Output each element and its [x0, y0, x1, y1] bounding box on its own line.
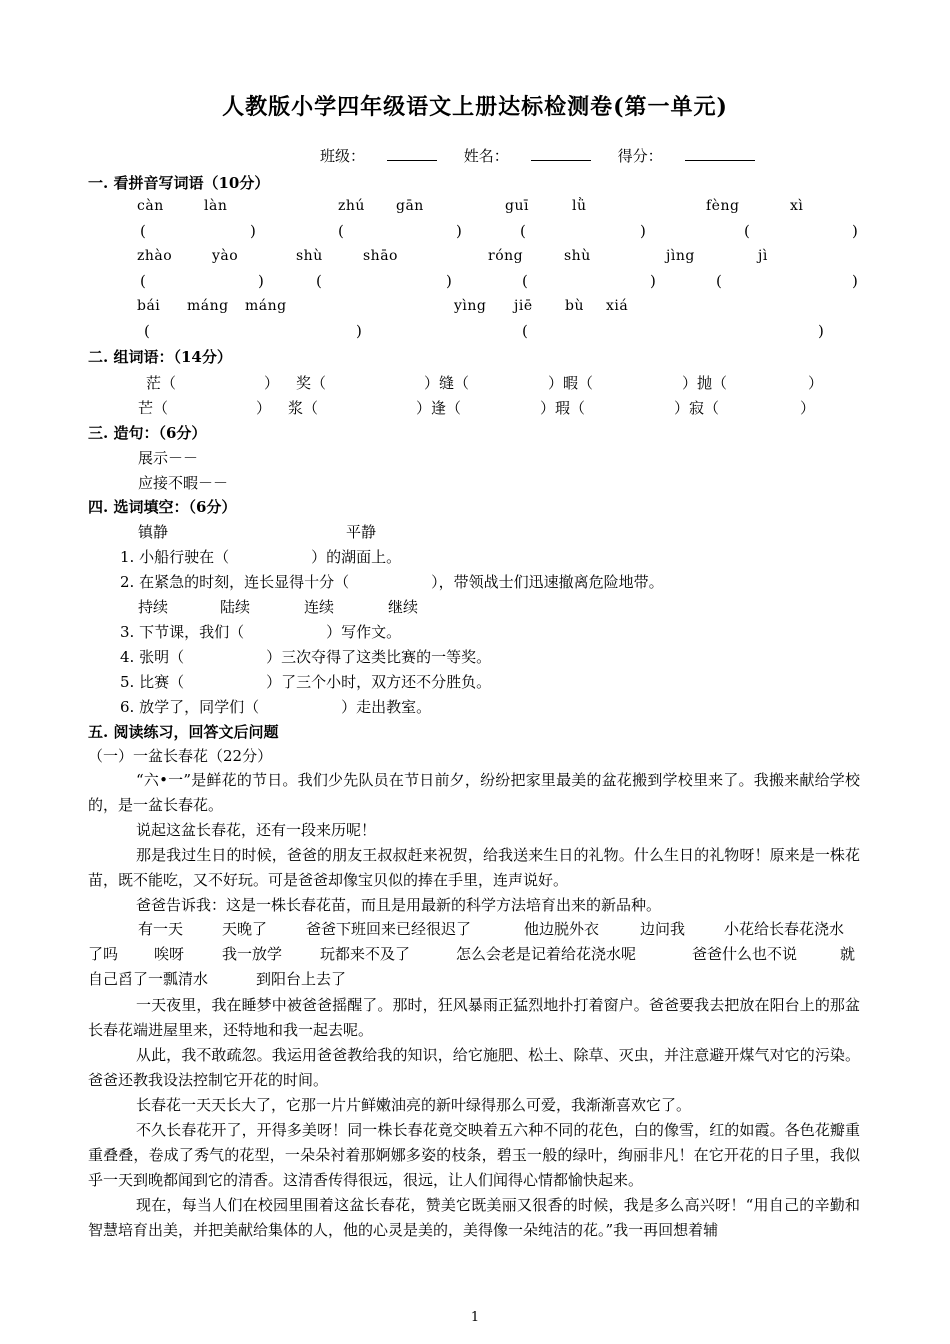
word-group-prompt: ）缝（: [424, 374, 470, 392]
question-1: 1. 小船行驶在（ ）的湖面上。: [120, 548, 402, 566]
phrase: 爸爸下班回来已经很迟了: [306, 920, 472, 938]
section4-heading: 四. 选词填空：（6分）: [88, 498, 237, 516]
section5-heading: 五. 阅读练习，回答文后问题: [88, 723, 279, 741]
pinyin: róng: [488, 248, 524, 264]
reading-subtitle: （一）一盆长春花（22分）: [88, 747, 273, 765]
pinyin: guī: [505, 198, 529, 214]
phrase: 唉呀: [154, 945, 185, 963]
pinyin: yìng: [454, 298, 487, 314]
pinyin: lǜ: [572, 198, 587, 214]
phrase: 自己舀了一瓢清水: [88, 970, 209, 988]
question-6: 6. 放学了，同学们（ ）走出教室。: [120, 698, 432, 716]
word-group-prompt: ）瑕（: [540, 399, 586, 417]
phrase: 怎么会老是记着给花浇水呢: [456, 945, 637, 963]
word-group-prompt: ）寂（: [674, 399, 720, 417]
paragraph: 那是我过生日的时候，爸爸的朋友王叔叔赶来祝贺，给我送来生日的礼物。什么生日的礼物呀！原来是一株花苗，既不能吃，又不好玩。可是爸爸却像宝贝似的捧在手里，连声说好。: [88, 846, 860, 889]
question-4: 4. 张明（ ）三次夺得了这类比赛的一等奖。: [120, 648, 492, 666]
page-title: 人教版小学四年级语文上册达标检测卷(第一单元): [222, 94, 728, 120]
page-number: 1: [470, 1310, 480, 1325]
name-field[interactable]: 姓名：: [464, 147, 591, 165]
pinyin: shù: [564, 248, 591, 264]
section2-heading: 二. 组词语：（14分）: [88, 348, 232, 366]
phrase: 爸爸什么也不说: [692, 945, 798, 963]
pinyin: gān: [396, 198, 424, 214]
phrase: 了吗: [88, 945, 119, 963]
student-info-line: [320, 145, 777, 166]
paragraph: 从此，我不敢疏忽。我运用爸爸教给我的知识，给它施肥、松土、除草、灭虫，并注意避开煤气对它的污染。爸爸还教我设法控制它开花的时间。: [88, 1046, 860, 1089]
section1-heading: 一. 看拼音写词语（10分）: [88, 174, 270, 192]
phrase: 他边脱外衣: [524, 920, 600, 938]
word-group-prompt: 浆（: [288, 399, 319, 417]
word-group-prompt: ）抛（: [682, 374, 728, 392]
phrase: 到阳台上去了: [256, 970, 347, 988]
sentence-item: 展示－－: [138, 449, 199, 467]
word-group-prompt: ）暇（: [548, 374, 594, 392]
word-choice: 连续: [304, 598, 335, 616]
pinyin: máng: [245, 298, 287, 314]
paragraph: 不久长春花开了，开得多美呀！同一株长春花竟交映着五六种不同的花色，白的像雪，红的如霞。各色花瓣重重叠叠，卷成了秀气的花型，一朵朵衬着那婀娜多姿的枝条，碧玉一般的绿叶，绚丽非凡！在它开花的日子里，我似乎一天到晚都闻到它的清香。这清香传得很远，很远，让人们闻得心情都愉快起来。: [88, 1121, 860, 1189]
pinyin: jìng: [666, 248, 695, 264]
word-group-prompt: 芒（: [138, 399, 169, 417]
question-5: 5. 比赛（ ）了三个小时，双方还不分胜负。: [120, 673, 492, 691]
paragraph: 长春花一天天长大了，它那一片片鲜嫩油亮的新叶绿得那么可爱，我渐渐喜欢它了。: [136, 1096, 692, 1114]
pinyin: bù: [565, 298, 584, 314]
pinyin: zhú: [338, 198, 365, 214]
phrase: 边问我: [640, 920, 686, 938]
paragraph: 爸爸告诉我：这是一株长春花苗，而且是用最新的科学方法培育出来的新品种。: [136, 896, 662, 914]
pinyin: càn: [137, 198, 164, 214]
score-field[interactable]: 得分：: [618, 147, 755, 165]
phrase: 玩都来不及了: [320, 945, 411, 963]
exam-page: 人教版小学四年级语文上册达标检测卷(第一单元) 班级： 姓名： 得分： 一. 看拼音写词语（10分） càn làn zhú gān guī lǜ fèng xì ( ) ( ) ( ) ( ) zhào yào shù shāo róng shù jìng jì ( ) ( ) ( ) ( ) bái máng máng yìng jiē bù xiá ( ) ( ) 二. 组词语：（14分） 茫（ ） 奖（ ）缝（ ）暇（ ）抛（ ） 芒（ ） 浆（ ）逢（ ）瑕（ ）寂（ ） 三. 造句：（6分） 展示－－ 应接不暇－－ 四. 选词填空：（6分） 镇静 平静 1. 小船行驶在（ ）的湖面上。 2. 在紧急的时刻，连长显得十分（ ），带领战士们迅速撤离危险地带。 持续 陆续 连续 继续 3. 下节课，我们（ ）写作文。 4. 张明（ ）三次夺得了这类比赛的一等奖。 5. 比赛（ ）了三个小时，双方还不分胜负。 6. 放学了，同学们（ ）走出教室。 五. 阅读练习，回答文后问题 （一）一盆长春花（22分） “六•一”是鲜花的节日。我们少先队员在节日前夕，纷纷把家里最美的盆花搬到学校里来了。我搬来献给学校的，是一盆长春花。 说起这盆长春花，还有一段来历呢！ 那是我过生日的时候，爸爸的朋友王叔叔赶来祝贺，给我送来生日的礼物。什么生日的礼物呀！原来是一株花苗，既不能吃，又不好玩。可是爸爸却像宝贝似的捧在手里，连声说好。 爸爸告诉我：这是一株长春花苗，而且是用最新的科学方法培育出来的新品种。 有一天 天晚了 爸爸下班回来已经很迟了 他边脱外衣 边问我 小花给长春花浇水 了吗 唉呀 我一放学 玩都来不及了 怎么会老是记着给花浇水呢 爸爸什么也不说 就 自己舀了一瓢清水 到阳台上去了 一天夜里，我在睡梦中被爸爸摇醒了。那时，狂风暴雨正猛烈地扑打着窗户。爸爸要我去把放在阳台上的那盆长春花端进屋里来，还特地和我一起去呢。 从此，我不敢疏忽。我运用爸爸教给我的知识，给它施肥、松土、除草、灭虫，并注意避开煤气对它的污染。爸爸还教我设法控制它开花的时间。 长春花一天天长大了，它那一片片鲜嫩油亮的新叶绿得那么可爱，我渐渐喜欢它了。 不久长春花开了，开得多美呀！同一株长春花竟交映着五六种不同的花色，白的像雪，红的如霞。各色花瓣重重叠叠，卷成了秀气的花型，一朵朵衬着那婀娜多姿的枝条，碧玉一般的绿叶，绚丽非凡！在它开花的日子里，我似乎一天到晚都闻到它的清香。这清香传得很远，很远，让人们闻得心情都愉快起来。 现在，每当人们在校园里围着这盆长春花，赞美它既美丽又很香的时候，我是多么高兴呀！“用自己的辛勤和智慧培育出美，并把美献给集体的人，他的心灵是美的，美得像一朵纯洁的花。”我一再回想着辅 1: [0, 0, 950, 1344]
sentence-item: 应接不暇－－: [138, 474, 229, 492]
pinyin: jiē: [514, 298, 533, 314]
word-group-prompt: ）逢（: [416, 399, 462, 417]
pinyin: shāo: [363, 248, 398, 264]
question-3: 3. 下节课，我们（ ）写作文。: [120, 623, 402, 641]
word-choice: 陆续: [220, 598, 251, 616]
pinyin: làn: [204, 198, 228, 214]
word-choice: 平静: [346, 523, 377, 541]
pinyin: yào: [212, 248, 239, 264]
pinyin: zhào: [137, 248, 173, 264]
paragraph: “六•一”是鲜花的节日。我们少先队员在节日前夕，纷纷把家里最美的盆花搬到学校里来了。我搬来献给学校的，是一盆长春花。: [88, 771, 860, 814]
paragraph: 一天夜里，我在睡梦中被爸爸摇醒了。那时，狂风暴雨正猛烈地扑打着窗户。爸爸要我去把放在阳台上的那盆长春花端进屋里来，还特地和我一起去呢。: [88, 996, 860, 1039]
pinyin: xiá: [606, 298, 629, 314]
paragraph: 现在，每当人们在校园里围着这盆长春花，赞美它既美丽又很香的时候，我是多么高兴呀！“用自己的辛勤和智慧培育出美，并把美献给集体的人，他的心灵是美的，美得像一朵纯洁的花。”我一再回想着辅: [88, 1196, 860, 1239]
word-group-prompt: 奖（: [296, 374, 327, 392]
phrase: 我一放学: [222, 945, 283, 963]
pinyin: fèng: [706, 198, 740, 214]
pinyin: máng: [187, 298, 229, 314]
pinyin: xì: [790, 198, 804, 214]
phrase: 有一天: [138, 920, 184, 938]
phrase: 就: [840, 945, 856, 963]
class-field[interactable]: 班级：: [320, 147, 437, 165]
word-group-prompt: 茫（: [146, 374, 177, 392]
pinyin: bái: [137, 298, 161, 314]
pinyin: shù: [296, 248, 323, 264]
pinyin: jì: [758, 248, 768, 264]
phrase: 天晚了: [222, 920, 268, 938]
word-choice: 继续: [388, 598, 419, 616]
question-2: 2. 在紧急的时刻，连长显得十分（ ），带领战士们迅速撤离危险地带。: [120, 573, 664, 591]
word-choice: 镇静: [138, 523, 169, 541]
section3-heading: 三. 造句：（6分）: [88, 424, 207, 442]
word-choice: 持续: [138, 598, 169, 616]
phrase: 小花给长春花浇水: [724, 920, 845, 938]
paragraph: 说起这盆长春花，还有一段来历呢！: [136, 821, 377, 839]
